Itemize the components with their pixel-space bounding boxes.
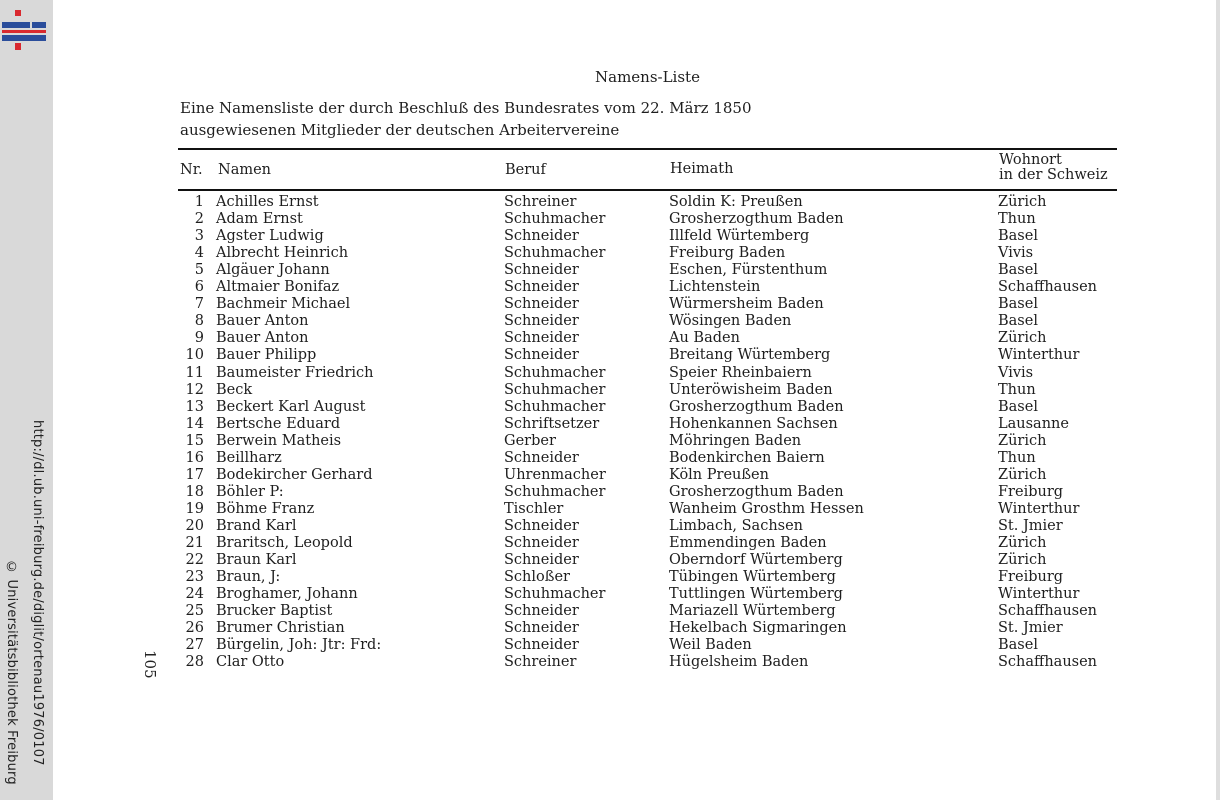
table-row xyxy=(0,245,1120,262)
row-beruf: Schneider xyxy=(504,279,579,296)
row-heimath: Breitang Würtemberg xyxy=(669,347,831,364)
row-number: 11 xyxy=(185,364,204,381)
header-nr: Nr. xyxy=(180,162,203,178)
row-number: 18 xyxy=(185,483,204,500)
table-row xyxy=(0,654,1120,671)
row-heimath: Freiburg Baden xyxy=(669,245,786,262)
row-name: Bertsche Eduard xyxy=(216,415,341,432)
table-row xyxy=(0,637,1120,654)
row-beruf: Schneider xyxy=(504,620,579,637)
row-heimath: Lichtenstein xyxy=(669,279,761,296)
table-row xyxy=(0,347,1120,364)
row-heimath: Emmendingen Baden xyxy=(669,535,827,551)
row-beruf: Schreiner xyxy=(504,194,577,210)
row-name: Bauer Philipp xyxy=(216,347,317,364)
intro-line-1: Eine Namensliste der durch Beschluß des Bundesrates vom 22. März 1850 xyxy=(180,99,752,117)
row-wohnort: Zürich xyxy=(998,552,1047,569)
row-wohnort: Winterthur xyxy=(998,347,1080,364)
row-beruf: Uhrenmacher xyxy=(504,466,606,483)
row-wohnort: Schaffhausen xyxy=(998,654,1098,671)
row-number: 8 xyxy=(194,313,204,330)
header-heimath: Heimath xyxy=(670,161,734,177)
row-wohnort: St. Jmier xyxy=(998,620,1063,637)
row-name: Braritsch, Leopold xyxy=(216,535,353,551)
row-number: 2 xyxy=(194,211,204,228)
row-heimath: Eschen, Fürstenthum xyxy=(669,262,828,279)
table-row xyxy=(0,501,1120,518)
table-row xyxy=(0,569,1120,586)
row-heimath: Unteröwisheim Baden xyxy=(669,381,833,398)
row-heimath: Hohenkannen Sachsen xyxy=(669,415,838,432)
row-wohnort: Schaffhausen xyxy=(998,603,1098,620)
row-wohnort: Zürich xyxy=(998,535,1047,551)
table-row xyxy=(0,262,1120,279)
row-heimath: Köln Preußen xyxy=(669,466,769,483)
row-wohnort: Vivis xyxy=(998,245,1034,262)
row-wohnort: Basel xyxy=(998,262,1038,279)
table-row xyxy=(0,399,1120,416)
row-name: Beckert Karl August xyxy=(216,398,366,415)
table-row xyxy=(0,330,1120,347)
row-beruf: Schuhmacher xyxy=(504,364,606,381)
intro-text xyxy=(180,97,752,141)
table-row xyxy=(0,433,1120,450)
row-beruf: Schuhmacher xyxy=(504,483,606,500)
table-row xyxy=(0,484,1120,501)
row-number: 20 xyxy=(185,517,204,534)
row-heimath: Bodenkirchen Baiern xyxy=(669,449,825,466)
row-number: 28 xyxy=(185,654,204,671)
table-row xyxy=(0,279,1120,296)
row-heimath: Möhringen Baden xyxy=(669,432,802,449)
row-wohnort: Basel xyxy=(998,296,1038,313)
row-beruf: Schneider xyxy=(504,330,579,347)
row-beruf: Schneider xyxy=(504,228,579,245)
row-wohnort: Lausanne xyxy=(998,415,1069,432)
table-row xyxy=(0,586,1120,603)
row-heimath: Oberndorf Würtemberg xyxy=(669,552,843,569)
row-beruf: Schloßer xyxy=(504,569,570,586)
header-wohnort: Wohnort xyxy=(999,152,1062,168)
row-wohnort: Freiburg xyxy=(998,483,1064,500)
row-wohnort: Winterthur xyxy=(998,586,1080,603)
row-number: 26 xyxy=(185,620,204,637)
row-number: 17 xyxy=(185,466,204,483)
table-row xyxy=(0,211,1120,228)
row-name: Bachmeir Michael xyxy=(216,296,351,313)
row-number: 7 xyxy=(194,296,204,313)
row-number: 3 xyxy=(194,228,204,245)
row-name: Berwein Matheis xyxy=(216,432,342,449)
header-name: Namen xyxy=(218,162,272,178)
row-number: 5 xyxy=(194,262,204,279)
table-row xyxy=(0,382,1120,399)
copyright-notice: © Universitätsbibliothek Freiburg xyxy=(4,560,19,785)
row-heimath: Tuttlingen Würtemberg xyxy=(669,586,843,603)
row-beruf: Tischler xyxy=(504,500,564,517)
row-number: 12 xyxy=(185,381,204,398)
row-beruf: Schneider xyxy=(504,535,579,551)
row-number: 10 xyxy=(185,347,204,364)
row-beruf: Schneider xyxy=(504,637,579,654)
row-beruf: Schuhmacher xyxy=(504,586,606,603)
row-beruf: Schneider xyxy=(504,262,579,279)
row-heimath: Weil Baden xyxy=(669,637,752,654)
table-row xyxy=(0,620,1120,637)
table-row xyxy=(0,194,1120,211)
row-beruf: Schneider xyxy=(504,603,579,620)
row-name: Brucker Baptist xyxy=(216,603,333,620)
row-heimath: Illfeld Würtemberg xyxy=(669,228,810,245)
intro-line-2: ausgewiesenen Mitglieder der deutschen Arbeitervereine xyxy=(180,121,620,139)
row-wohnort: Basel xyxy=(998,228,1038,245)
row-wohnort: Schaffhausen xyxy=(998,279,1098,296)
row-heimath: Soldin K: Preußen xyxy=(669,194,803,210)
row-name: Achilles Ernst xyxy=(216,194,319,210)
row-number: 1 xyxy=(194,194,204,210)
row-heimath: Würmersheim Baden xyxy=(669,296,824,313)
row-name: Altmaier Bonifaz xyxy=(216,279,340,296)
table-row xyxy=(0,416,1120,433)
row-name: Clar Otto xyxy=(216,654,285,671)
row-number: 9 xyxy=(194,330,204,347)
header-wohnort-sub: in der Schweiz xyxy=(999,167,1108,183)
row-wohnort: Freiburg xyxy=(998,569,1064,586)
row-beruf: Schneider xyxy=(504,449,579,466)
row-beruf: Schneider xyxy=(504,517,579,534)
library-logo-icon[interactable] xyxy=(2,10,46,50)
row-name: Brand Karl xyxy=(216,517,297,534)
row-name: Böhme Franz xyxy=(216,500,315,517)
row-name: Beck xyxy=(216,381,253,398)
row-wohnort: Basel xyxy=(998,637,1038,654)
row-heimath: Hekelbach Sigmaringen xyxy=(669,620,847,637)
row-beruf: Schuhmacher xyxy=(504,381,606,398)
row-beruf: Schneider xyxy=(504,296,579,313)
row-number: 21 xyxy=(185,535,204,551)
row-wohnort: Thun xyxy=(998,381,1036,398)
row-wohnort: Basel xyxy=(998,313,1038,330)
row-heimath: Hügelsheim Baden xyxy=(669,654,809,671)
row-name: Broghamer, Johann xyxy=(216,586,358,603)
page-title: Namens-Liste xyxy=(595,68,700,86)
row-beruf: Schneider xyxy=(504,552,579,569)
table-row xyxy=(0,313,1120,330)
row-heimath: Grosherzogthum Baden xyxy=(669,211,844,228)
row-heimath: Speier Rheinbaiern xyxy=(669,364,812,381)
row-wohnort: Zürich xyxy=(998,330,1047,347)
table-row xyxy=(0,296,1120,313)
row-name: Algäuer Johann xyxy=(216,262,330,279)
table-row xyxy=(0,450,1120,467)
row-wohnort: Winterthur xyxy=(998,500,1080,517)
row-beruf: Gerber xyxy=(504,432,556,449)
row-heimath: Grosherzogthum Baden xyxy=(669,398,844,415)
row-wohnort: Zürich xyxy=(998,466,1047,483)
row-name: Adam Ernst xyxy=(216,211,303,228)
table-header-rule xyxy=(178,189,1117,191)
row-number: 23 xyxy=(185,569,204,586)
row-wohnort: Basel xyxy=(998,398,1038,415)
row-number: 16 xyxy=(185,449,204,466)
row-name: Agster Ludwig xyxy=(216,228,324,245)
row-wohnort: Zürich xyxy=(998,432,1047,449)
table-row xyxy=(0,228,1120,245)
row-name: Bodekircher Gerhard xyxy=(216,466,373,483)
row-beruf: Schriftsetzer xyxy=(504,415,600,432)
row-number: 22 xyxy=(185,552,204,569)
row-heimath: Tübingen Würtemberg xyxy=(669,569,836,586)
page-edge xyxy=(1216,0,1220,800)
permalink-url[interactable]: http://dl.ub.uni-freiburg.de/diglit/ortenau1976/0107 xyxy=(30,420,45,766)
row-number: 25 xyxy=(185,603,204,620)
row-number: 4 xyxy=(194,245,204,262)
row-number: 19 xyxy=(185,500,204,517)
row-heimath: Limbach, Sachsen xyxy=(669,517,804,534)
row-beruf: Schreiner xyxy=(504,654,577,671)
row-number: 13 xyxy=(185,398,204,415)
table-row xyxy=(0,535,1120,552)
row-beruf: Schneider xyxy=(504,347,579,364)
row-beruf: Schuhmacher xyxy=(504,245,606,262)
row-beruf: Schneider xyxy=(504,313,579,330)
row-name: Beillharz xyxy=(216,449,282,466)
row-name: Albrecht Heinrich xyxy=(216,245,349,262)
row-wohnort: St. Jmier xyxy=(998,517,1063,534)
row-name: Bauer Anton xyxy=(216,330,309,347)
row-beruf: Schuhmacher xyxy=(504,211,606,228)
row-name: Braun, J: xyxy=(216,569,281,586)
table-row xyxy=(0,603,1120,620)
row-wohnort: Vivis xyxy=(998,364,1034,381)
table-row xyxy=(0,365,1120,382)
row-wohnort: Thun xyxy=(998,211,1036,228)
row-heimath: Wanheim Grosthm Hessen xyxy=(669,500,864,517)
row-name: Baumeister Friedrich xyxy=(216,364,374,381)
row-name: Bürgelin, Joh: Jtr: Frd: xyxy=(216,637,382,654)
row-heimath: Grosherzogthum Baden xyxy=(669,483,844,500)
row-wohnort: Zürich xyxy=(998,194,1047,210)
page-number: 105 xyxy=(141,650,159,679)
row-name: Brumer Christian xyxy=(216,620,345,637)
row-number: 15 xyxy=(185,432,204,449)
table-top-rule xyxy=(178,148,1117,150)
row-number: 27 xyxy=(185,637,204,654)
row-wohnort: Thun xyxy=(998,449,1036,466)
table-row xyxy=(0,467,1120,484)
row-name: Braun Karl xyxy=(216,552,297,569)
row-name: Bauer Anton xyxy=(216,313,309,330)
row-heimath: Au Baden xyxy=(669,330,740,347)
table-row xyxy=(0,552,1120,569)
row-number: 6 xyxy=(194,279,204,296)
table-row xyxy=(0,518,1120,535)
row-name: Böhler P: xyxy=(216,483,284,500)
row-number: 24 xyxy=(185,586,204,603)
row-heimath: Mariazell Würtemberg xyxy=(669,603,836,620)
row-beruf: Schuhmacher xyxy=(504,398,606,415)
row-heimath: Wösingen Baden xyxy=(669,313,792,330)
row-number: 14 xyxy=(185,415,204,432)
header-beruf: Beruf xyxy=(505,162,546,178)
